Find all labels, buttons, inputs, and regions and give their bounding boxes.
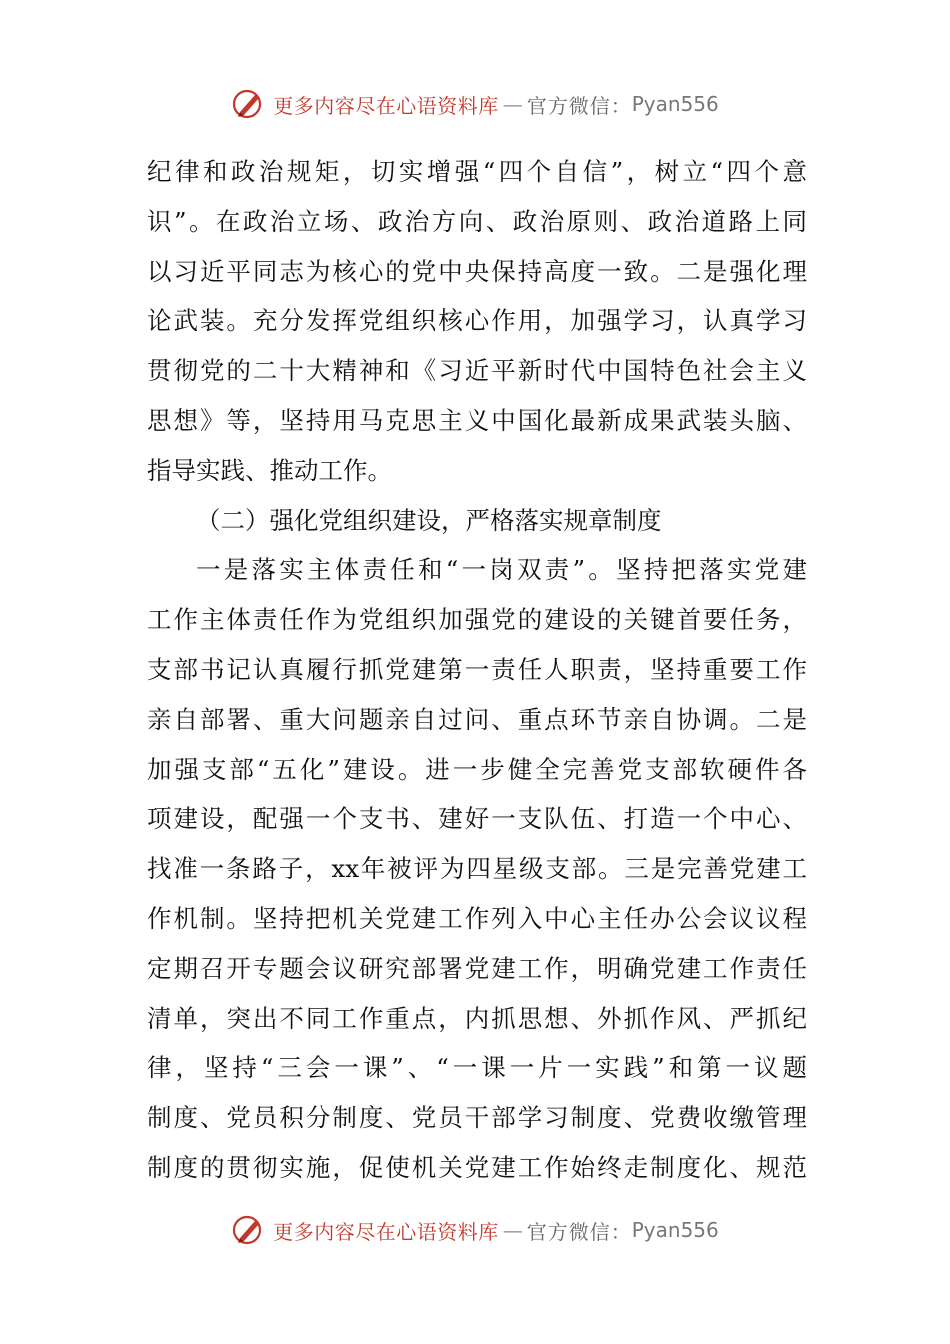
text-line: 贯彻党的二十大精神和《习近平新时代中国特色社会主义: [147, 356, 807, 386]
text-line: 一是落实主体责任和“一岗双责”。坚持把落实党建: [196, 555, 807, 585]
text-line: 论武装。充分发挥党组织核心作用，加强学习，认真学习: [147, 306, 807, 336]
text-line: 识”。在政治立场、政治方向、政治原则、政治道路上同: [147, 206, 807, 236]
banner-wechat-label: 官方微信：: [526, 1219, 632, 1244]
section-heading: （二）强化党组织建设，严格落实规章制度: [196, 505, 662, 535]
banner-library-text: 更多内容尽在心语资料库: [273, 93, 499, 118]
document-body: [147, 147, 807, 1193]
pen-logo-icon: [231, 86, 267, 122]
text-line: 找准一条路子，xx年被评为四星级支部。三是完善党建工: [147, 854, 807, 884]
text-line: 作机制。坚持把机关党建工作列入中心主任办公会议议程: [147, 903, 807, 933]
text-line: 律，坚持“三会一课”、“一课一片一实践”和第一议题: [147, 1053, 807, 1083]
text-line: 纪律和政治规矩，切实增强“四个自信”，树立“四个意: [147, 157, 807, 186]
text-line: 项建设，配强一个支书、建好一支队伍、打造一个中心、: [147, 804, 807, 834]
text-line: 支部书记认真履行抓党建第一责任人职责，坚持重要工作: [147, 654, 807, 684]
text-line: 指导实践、推动工作。: [147, 455, 392, 485]
text-line: 制度的贯彻实施，促使机关党建工作始终走制度化、规范: [147, 1152, 807, 1182]
text-line: 加强支部“五化”建设。进一步健全完善党支部软硬件各: [147, 754, 807, 784]
banner-library-text: 更多内容尽在心语资料库: [273, 1219, 499, 1244]
text-line: 以习近平同志为核心的党中央保持高度一致。二是强化理: [147, 256, 807, 286]
text-line: 制度、党员积分制度、党员干部学习制度、党费收缴管理: [147, 1103, 807, 1133]
banner-wechat-id: Pyan556: [631, 92, 719, 116]
header-banner: [0, 84, 950, 124]
text-line: 清单，突出不同工作重点，内抓思想、外抓作风、严抓纪: [147, 1003, 807, 1033]
text-line: 工作主体责任作为党组织加强党的建设的关键首要任务，: [147, 605, 807, 635]
text-line: 思想》等，坚持用马克思主义中国化最新成果武装头脑、: [147, 405, 807, 435]
pen-logo-icon: [231, 1212, 267, 1248]
banner-dash: —: [502, 92, 523, 116]
text-line: 亲自部署、重大问题亲自过问、重点环节亲自协调。二是: [147, 704, 807, 734]
footer-banner: [0, 1210, 950, 1250]
banner-wechat-id: Pyan556: [631, 1218, 719, 1242]
banner-wechat-label: 官方微信：: [526, 93, 632, 118]
banner-dash: —: [502, 1218, 523, 1242]
text-line: 定期召开专题会议研究部署党建工作，明确党建工作责任: [147, 953, 807, 983]
